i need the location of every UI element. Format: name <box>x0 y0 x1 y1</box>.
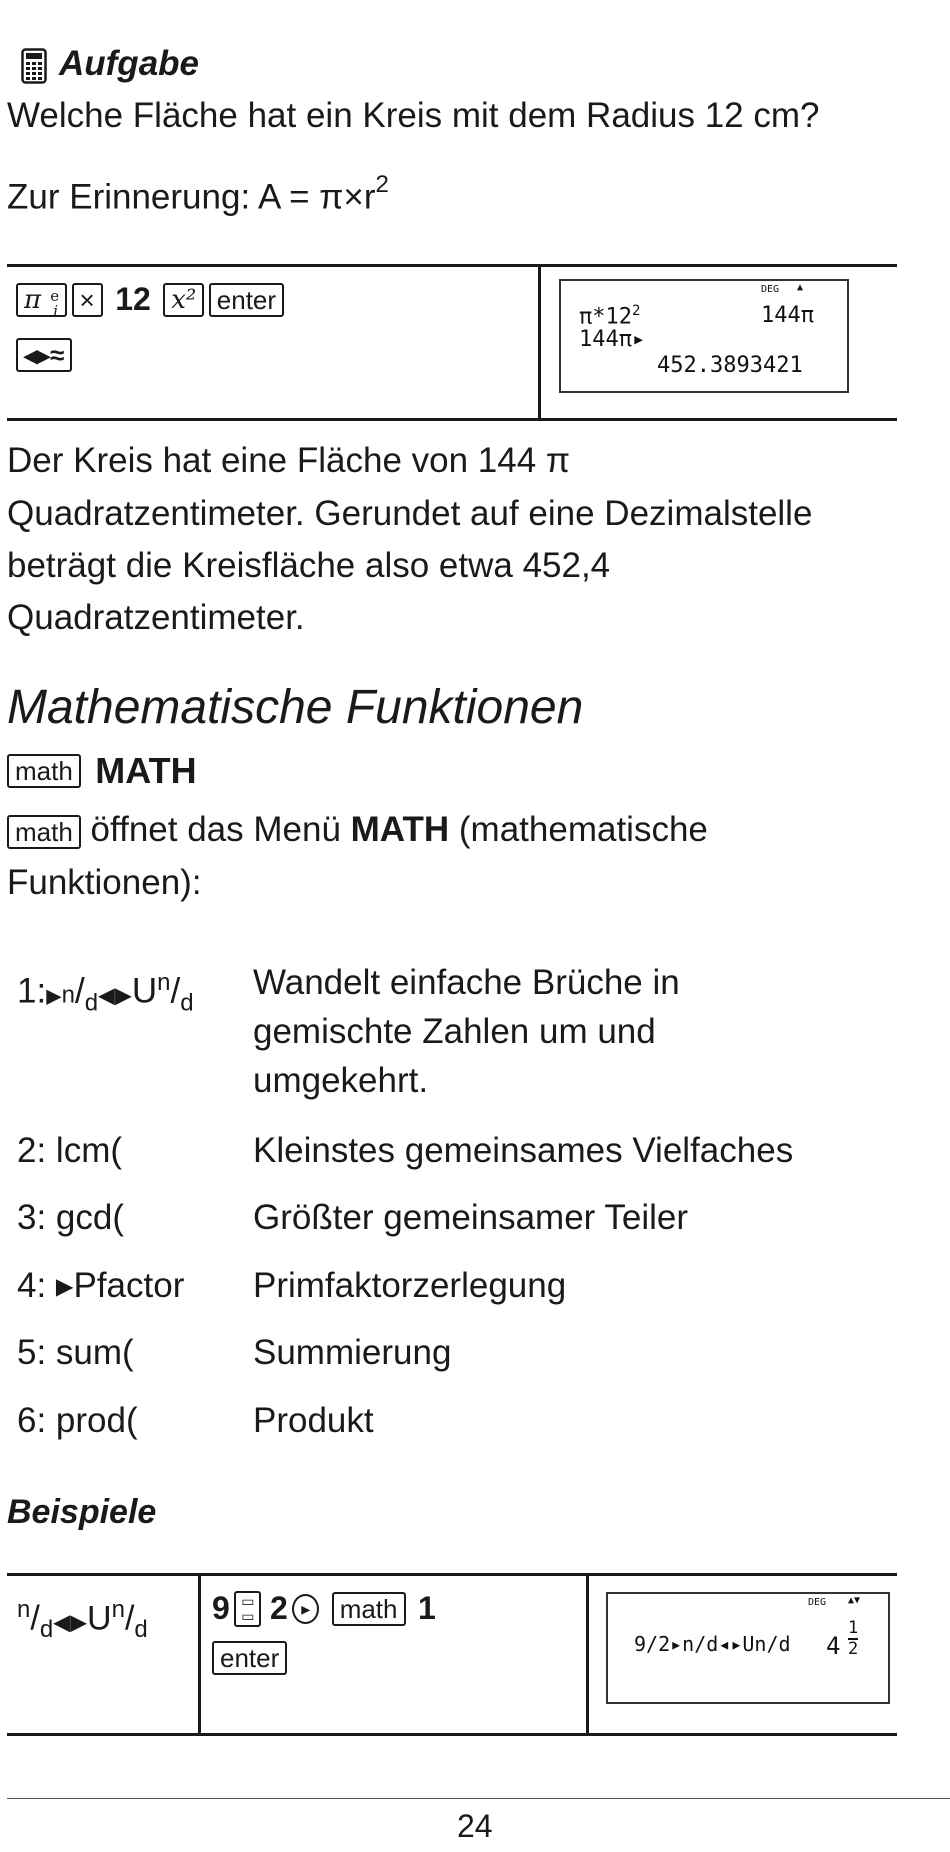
value-12: 12 <box>115 281 151 317</box>
x-squared-key: x² <box>163 283 204 317</box>
examples-table-top-rule <box>7 1573 897 1576</box>
menu-item-2-label: 2: lcm( <box>17 1131 122 1170</box>
keystroke-row-1 <box>16 281 284 318</box>
examples-heading: Beispiele <box>7 1493 157 1531</box>
page-number: 24 <box>457 1808 493 1844</box>
menu-item-2-desc: Kleinstes gemeinsames Vielfaches <box>253 1131 794 1170</box>
examples-divider-2 <box>586 1573 589 1736</box>
screen2-result-fraction: 1 2 <box>848 1618 859 1659</box>
approx-key: ◂▸≈ <box>16 338 72 372</box>
examples-keystrokes-1 <box>212 1590 436 1627</box>
menu-item-4-desc: Primfaktorzerlegung <box>253 1266 567 1305</box>
result-line-1: Der Kreis hat eine Fläche von 144 π <box>7 441 571 480</box>
calculator-icon <box>21 48 47 84</box>
calculator-screen-1 <box>559 279 849 393</box>
menu-item-1-desc: Wandelt einfache Brüche in gemischte Zahlen um und umgekehrt. <box>253 963 680 1100</box>
task-reminder <box>7 163 389 224</box>
footer-rule <box>7 1798 950 1799</box>
section-title: Mathematische Funktionen <box>7 681 584 734</box>
math-key-example: math <box>332 1592 406 1626</box>
result-line-4: Quadratzentimeter. <box>7 598 305 637</box>
screen-mode: DEG <box>761 284 780 295</box>
reminder-superscript: 2 <box>375 171 389 198</box>
examples-divider-1 <box>198 1573 201 1736</box>
section-key-line <box>7 750 197 792</box>
screen2-expression: 9/2▸n/d◂▸Un/d <box>634 1632 791 1656</box>
menu-item-5-label: 5: sum( <box>17 1333 134 1372</box>
value-2: 2 <box>269 1590 288 1626</box>
screen-line2-input: 144π▸ <box>579 327 646 352</box>
examples-keystrokes-2 <box>212 1641 287 1675</box>
enter-key: enter <box>209 283 284 317</box>
multiply-key: × <box>72 283 103 317</box>
fraction-key: ▭ ▭ <box>234 1591 261 1627</box>
result-line-2: Quadratzentimeter. Gerundet auf eine Dezimalstelle <box>7 494 813 533</box>
menu-item-3-desc: Größter gemeinsamer Teiler <box>253 1198 689 1237</box>
menu-item-1-label: $1:▶n/_d◀▶U^n/_d$ <box>17 969 194 1017</box>
menu-item-6-desc: Produkt <box>253 1401 374 1440</box>
section-intro-line-2: Funktionen): <box>7 863 202 902</box>
examples-table-bottom-rule <box>7 1733 897 1736</box>
task-heading: Aufgabe <box>59 44 199 83</box>
result-line-3: beträgt die Kreisfläche also etwa 452,4 <box>7 546 611 585</box>
table-top-rule <box>7 264 897 267</box>
menu-item-3-label: 3: gcd( <box>17 1198 124 1237</box>
screen-line1-result: 144π <box>761 303 814 328</box>
keystroke-row-2 <box>16 338 72 372</box>
right-arrow-key: ▸ <box>292 1594 319 1624</box>
reminder-text: Zur Erinnerung: A = π×r <box>7 177 376 217</box>
menu-name: MATH <box>95 750 197 791</box>
value-1: 1 <box>417 1590 436 1626</box>
enter-key-example: enter <box>212 1641 287 1675</box>
pi-key: π e i <box>16 283 67 317</box>
math-key-inline: math <box>7 815 81 849</box>
menu-item-4-label: 4: ▸Pfactor <box>17 1266 185 1305</box>
menu-item-6-label: 6: prod( <box>17 1401 138 1440</box>
screen2-mode: DEG <box>808 1597 827 1608</box>
table-bottom-rule <box>7 418 897 421</box>
calculator-screen-2 <box>606 1592 890 1704</box>
screen2-result-whole: 4 <box>826 1632 841 1660</box>
screen2-scroll-arrows: ▲▼ <box>848 1595 861 1606</box>
section-intro-line-1: math öffnet das Menü MATH (mathematische <box>7 804 708 856</box>
value-9: 9 <box>212 1590 230 1626</box>
menu-item-5-desc: Summierung <box>253 1333 452 1372</box>
screen-line3-result: 452.3893421 <box>657 353 803 378</box>
screen-scroll-arrow: ▲ <box>797 282 804 293</box>
task-question: Welche Fläche hat ein Kreis mit dem Radius 12 cm? <box>7 96 820 135</box>
math-key: math <box>7 754 81 788</box>
screen-line1-input: $\pi*12^2$ <box>579 303 641 330</box>
examples-row-label: $^n/_d◀▶U^n/_d$ <box>17 1596 148 1644</box>
table-column-divider <box>538 264 541 420</box>
